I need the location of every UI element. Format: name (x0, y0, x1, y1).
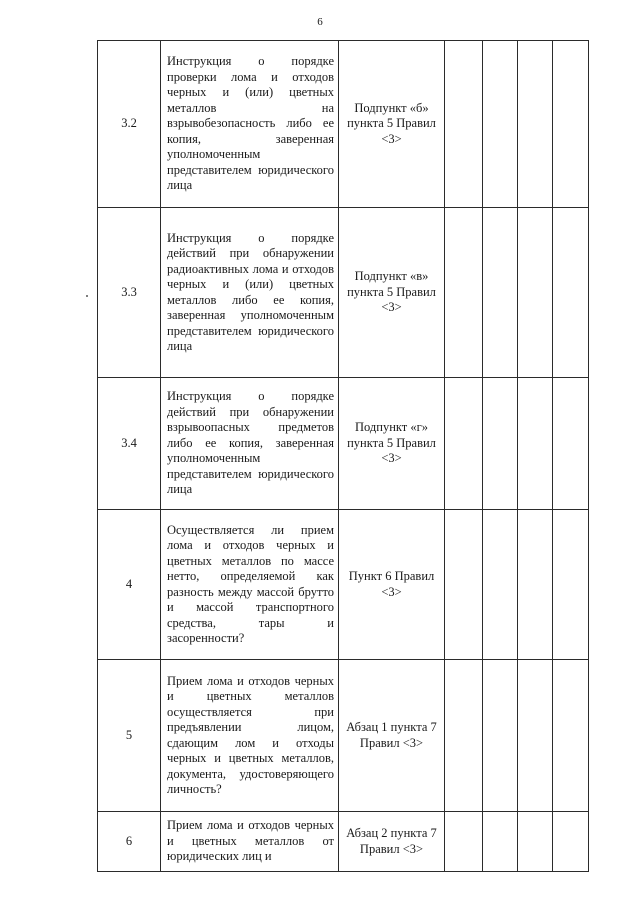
legal-reference: Подпункт «в» пункта 5 Правил <3> (339, 208, 445, 378)
answer-not-applicable-cell (518, 510, 553, 660)
answer-yes-cell (445, 812, 483, 872)
row-number: 3.4 (98, 378, 161, 510)
note-cell (553, 812, 589, 872)
requirement-text: Осуществляется ли прием лома и отходов черных и цветных металлов по массе нетто, определяемой как разность между массой брутто и массой транспортного средства, тары и засоренности? (161, 510, 339, 660)
table-row (98, 510, 589, 660)
answer-no-cell (483, 660, 518, 812)
row-number: 3.2 (98, 41, 161, 208)
legal-reference: Абзац 2 пункта 7 Правил <3> (339, 812, 445, 872)
answer-yes-cell (445, 510, 483, 660)
answer-not-applicable-cell (518, 41, 553, 208)
note-cell (553, 41, 589, 208)
note-cell (553, 378, 589, 510)
checklist-table (97, 40, 589, 872)
scan-speck (86, 295, 88, 297)
answer-not-applicable-cell (518, 208, 553, 378)
row-number: 6 (98, 812, 161, 872)
answer-no-cell (483, 41, 518, 208)
note-cell (553, 208, 589, 378)
answer-not-applicable-cell (518, 378, 553, 510)
legal-reference: Абзац 1 пункта 7 Правил <3> (339, 660, 445, 812)
requirement-text: Прием лома и отходов черных и цветных металлов осуществляется при предъявлении лицом, сдающим лом и отходы черных и цветных металлов, документа, удостоверяющего личность? (161, 660, 339, 812)
requirement-text: Инструкция о порядке проверки лома и отходов черных и (или) цветных металлов на взрывобезопасность либо ее копия, заверенная уполномоченным представителем юридического лица (161, 41, 339, 208)
requirement-text: Инструкция о порядке действий при обнаружении радиоактивных лома и отходов черных и (или) цветных металлов либо ее копия, заверенная уполномоченным представителем юридического лица (161, 208, 339, 378)
requirement-text: Прием лома и отходов черных и цветных металлов от юридических лиц и (161, 812, 339, 872)
row-number: 5 (98, 660, 161, 812)
table-row (98, 812, 589, 872)
answer-yes-cell (445, 208, 483, 378)
answer-no-cell (483, 208, 518, 378)
answer-yes-cell (445, 378, 483, 510)
table-row (98, 208, 589, 378)
row-number: 3.3 (98, 208, 161, 378)
answer-yes-cell (445, 660, 483, 812)
answer-no-cell (483, 812, 518, 872)
note-cell (553, 510, 589, 660)
answer-yes-cell (445, 41, 483, 208)
page-number: 6 (317, 16, 323, 28)
requirement-text: Инструкция о порядке действий при обнаружении взрывоопасных предметов либо ее копия, заверенная уполномоченным представителем юридического лица (161, 378, 339, 510)
answer-not-applicable-cell (518, 660, 553, 812)
table-row (98, 41, 589, 208)
row-number: 4 (98, 510, 161, 660)
legal-reference: Подпункт «б» пункта 5 Правил <3> (339, 41, 445, 208)
table-row (98, 660, 589, 812)
note-cell (553, 660, 589, 812)
legal-reference: Пункт 6 Правил <3> (339, 510, 445, 660)
table-row (98, 378, 589, 510)
legal-reference: Подпункт «г» пункта 5 Правил <3> (339, 378, 445, 510)
answer-no-cell (483, 378, 518, 510)
answer-not-applicable-cell (518, 812, 553, 872)
answer-no-cell (483, 510, 518, 660)
